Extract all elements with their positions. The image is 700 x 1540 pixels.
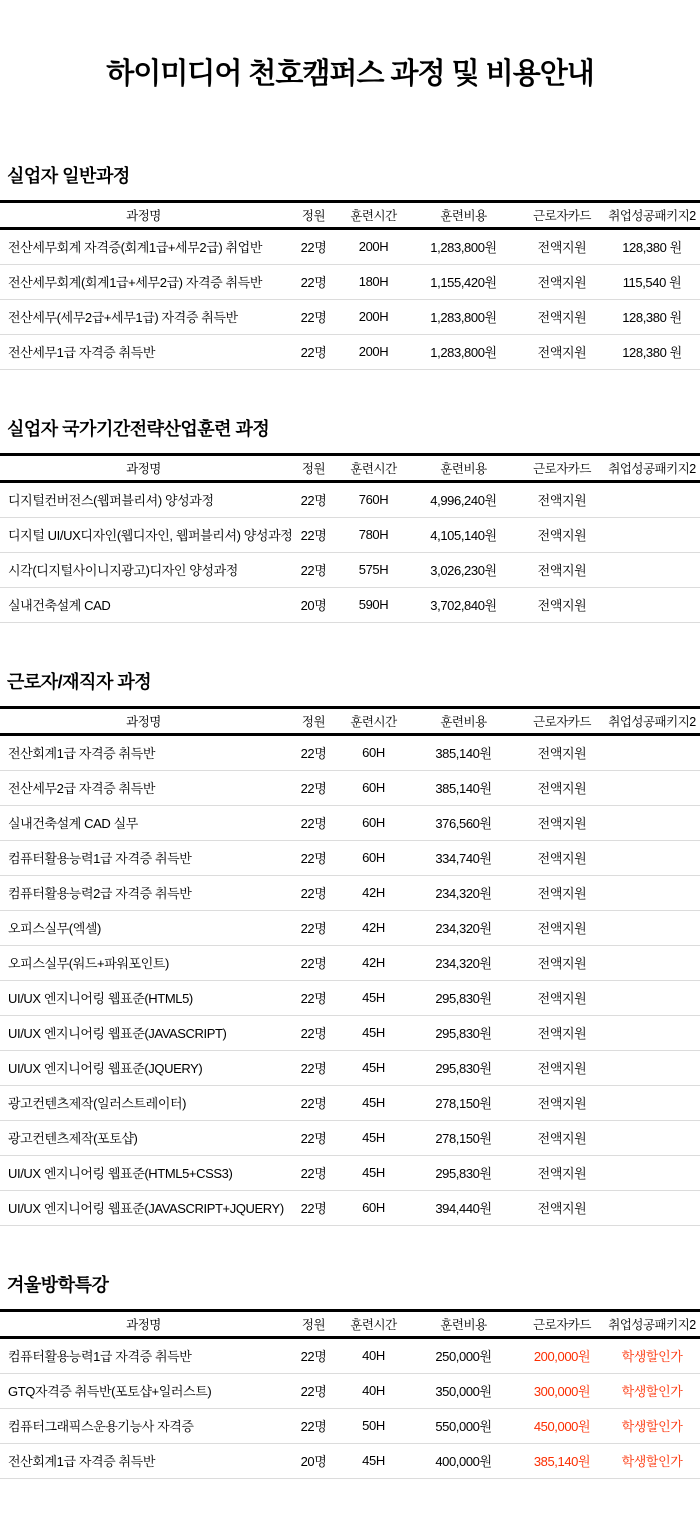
cell-hours: 45H bbox=[340, 1155, 407, 1190]
cell-cost: 3,702,840원 bbox=[407, 587, 520, 622]
cell-course-name: 광고컨텐츠제작(포토샵) bbox=[0, 1120, 287, 1155]
cell-package bbox=[604, 587, 700, 622]
cell-capacity: 22명 bbox=[287, 1155, 340, 1190]
column-header-package: 취업성공패키지2 bbox=[604, 1310, 700, 1337]
cell-cost: 376,560원 bbox=[407, 805, 520, 840]
cell-hours: 60H bbox=[340, 734, 407, 770]
cell-worker-card: 전액지원 bbox=[520, 875, 604, 910]
cell-worker-card: 200,000원 bbox=[520, 1337, 604, 1373]
cell-package bbox=[604, 552, 700, 587]
cell-hours: 45H bbox=[340, 1120, 407, 1155]
cell-cost: 385,140원 bbox=[407, 770, 520, 805]
cell-worker-card: 450,000원 bbox=[520, 1408, 604, 1443]
cell-package bbox=[604, 770, 700, 805]
table-row bbox=[0, 481, 700, 517]
table-row bbox=[0, 1050, 700, 1085]
cell-capacity: 22명 bbox=[287, 1015, 340, 1050]
column-header-hours: 훈련시간 bbox=[340, 201, 407, 228]
table-row bbox=[0, 734, 700, 770]
cell-capacity: 22명 bbox=[287, 1190, 340, 1225]
cell-capacity: 22명 bbox=[287, 299, 340, 334]
cell-capacity: 22명 bbox=[287, 770, 340, 805]
cell-cost: 278,150원 bbox=[407, 1085, 520, 1120]
column-header-package: 취업성공패키지2 bbox=[604, 201, 700, 228]
cell-cost: 250,000원 bbox=[407, 1337, 520, 1373]
cell-worker-card: 385,140원 bbox=[520, 1443, 604, 1478]
cell-hours: 42H bbox=[340, 875, 407, 910]
course-table bbox=[0, 1309, 700, 1479]
cell-worker-card: 전액지원 bbox=[520, 840, 604, 875]
column-header-cost: 훈련비용 bbox=[407, 201, 520, 228]
cell-course-name: 디지털컨버전스(웹퍼블리셔) 양성과정 bbox=[0, 481, 287, 517]
cell-cost: 394,440원 bbox=[407, 1190, 520, 1225]
header-row bbox=[0, 1310, 700, 1337]
cell-course-name: 컴퓨터활용능력1급 자격증 취득반 bbox=[0, 1337, 287, 1373]
section-heading: 겨울방학특강 bbox=[7, 1274, 109, 1295]
cell-cost: 334,740원 bbox=[407, 840, 520, 875]
table-row bbox=[0, 1190, 700, 1225]
cell-course-name: 전산세무회계 자격증(회계1급+세무2급) 취업반 bbox=[0, 228, 287, 264]
course-table bbox=[0, 706, 700, 1226]
table-row bbox=[0, 980, 700, 1015]
cell-package bbox=[604, 910, 700, 945]
column-header-course-name: 과정명 bbox=[0, 201, 287, 228]
cell-course-name: UI/UX 엔지니어링 웹표준(JAVASCRIPT+JQUERY) bbox=[0, 1190, 287, 1225]
table-row bbox=[0, 334, 700, 369]
cell-package: 115,540 원 bbox=[604, 264, 700, 299]
cell-worker-card: 전액지원 bbox=[520, 334, 604, 369]
table-row bbox=[0, 910, 700, 945]
cell-course-name: 디지털 UI/UX디자인(웹디자인, 웹퍼블리셔) 양성과정 bbox=[0, 517, 287, 552]
cell-worker-card: 전액지원 bbox=[520, 910, 604, 945]
cell-worker-card: 전액지원 bbox=[520, 1190, 604, 1225]
column-header-course-name: 과정명 bbox=[0, 707, 287, 734]
cell-course-name: UI/UX 엔지니어링 웹표준(JAVASCRIPT) bbox=[0, 1015, 287, 1050]
cell-course-name: 실내건축설계 CAD 실무 bbox=[0, 805, 287, 840]
table-row bbox=[0, 1373, 700, 1408]
cell-capacity: 22명 bbox=[287, 1085, 340, 1120]
cell-hours: 590H bbox=[340, 587, 407, 622]
cell-course-name: 컴퓨터그래픽스운용기능사 자격증 bbox=[0, 1408, 287, 1443]
column-header-capacity: 정원 bbox=[287, 707, 340, 734]
cell-worker-card: 전액지원 bbox=[520, 770, 604, 805]
table-row bbox=[0, 264, 700, 299]
header-row bbox=[0, 707, 700, 734]
column-header-package: 취업성공패키지2 bbox=[604, 707, 700, 734]
cell-capacity: 22명 bbox=[287, 875, 340, 910]
table-row bbox=[0, 840, 700, 875]
cell-course-name: 전산세무2급 자격증 취득반 bbox=[0, 770, 287, 805]
column-header-worker-card: 근로자카드 bbox=[520, 707, 604, 734]
table-row bbox=[0, 770, 700, 805]
cell-cost: 234,320원 bbox=[407, 945, 520, 980]
page-title: 하이미디어 천호캠퍼스 과정 및 비용안내 bbox=[106, 58, 594, 90]
cell-course-name: 오피스실무(엑셀) bbox=[0, 910, 287, 945]
cell-course-name: 시각(디지털사이니지광고)디자인 양성과정 bbox=[0, 552, 287, 587]
cell-hours: 575H bbox=[340, 552, 407, 587]
cell-package: 128,380 원 bbox=[604, 334, 700, 369]
column-header-hours: 훈련시간 bbox=[340, 707, 407, 734]
cell-hours: 60H bbox=[340, 770, 407, 805]
cell-hours: 42H bbox=[340, 945, 407, 980]
cell-worker-card: 전액지원 bbox=[520, 299, 604, 334]
cell-capacity: 22명 bbox=[287, 228, 340, 264]
cell-package bbox=[604, 1190, 700, 1225]
table-row bbox=[0, 1408, 700, 1443]
cell-course-name: 컴퓨터활용능력1급 자격증 취득반 bbox=[0, 840, 287, 875]
cell-package bbox=[604, 805, 700, 840]
cell-course-name: 실내건축설계 CAD bbox=[0, 587, 287, 622]
cell-capacity: 22명 bbox=[287, 945, 340, 980]
cell-hours: 45H bbox=[340, 1443, 407, 1478]
cell-capacity: 22명 bbox=[287, 481, 340, 517]
cell-hours: 40H bbox=[340, 1373, 407, 1408]
cell-course-name: UI/UX 엔지니어링 웹표준(JQUERY) bbox=[0, 1050, 287, 1085]
cell-hours: 200H bbox=[340, 299, 407, 334]
cell-hours: 60H bbox=[340, 1190, 407, 1225]
cell-course-name: 컴퓨터활용능력2급 자격증 취득반 bbox=[0, 875, 287, 910]
cell-hours: 45H bbox=[340, 1015, 407, 1050]
cell-package: 학생할인가 bbox=[604, 1373, 700, 1408]
cell-capacity: 22명 bbox=[287, 517, 340, 552]
cell-cost: 278,150원 bbox=[407, 1120, 520, 1155]
cell-package bbox=[604, 945, 700, 980]
cell-package bbox=[604, 734, 700, 770]
cell-package bbox=[604, 1155, 700, 1190]
cell-package bbox=[604, 517, 700, 552]
cell-capacity: 22명 bbox=[287, 1337, 340, 1373]
table-row bbox=[0, 1337, 700, 1373]
cell-capacity: 22명 bbox=[287, 1120, 340, 1155]
cell-worker-card: 전액지원 bbox=[520, 805, 604, 840]
column-header-worker-card: 근로자카드 bbox=[520, 201, 604, 228]
cell-capacity: 22명 bbox=[287, 910, 340, 945]
cell-cost: 1,283,800원 bbox=[407, 299, 520, 334]
column-header-worker-card: 근로자카드 bbox=[520, 454, 604, 481]
cell-package bbox=[604, 875, 700, 910]
cell-course-name: UI/UX 엔지니어링 웹표준(HTML5+CSS3) bbox=[0, 1155, 287, 1190]
column-header-capacity: 정원 bbox=[287, 454, 340, 481]
cell-cost: 4,996,240원 bbox=[407, 481, 520, 517]
cell-cost: 550,000원 bbox=[407, 1408, 520, 1443]
cell-worker-card: 300,000원 bbox=[520, 1373, 604, 1408]
cell-cost: 3,026,230원 bbox=[407, 552, 520, 587]
column-header-cost: 훈련비용 bbox=[407, 1310, 520, 1337]
column-header-cost: 훈련비용 bbox=[407, 707, 520, 734]
section-heading: 실업자 일반과정 bbox=[7, 165, 130, 186]
header-row bbox=[0, 201, 700, 228]
cell-course-name: 전산회계1급 자격증 취득반 bbox=[0, 734, 287, 770]
cell-hours: 45H bbox=[340, 980, 407, 1015]
section-heading: 실업자 국가기간전략산업훈련 과정 bbox=[7, 418, 270, 439]
cell-worker-card: 전액지원 bbox=[520, 264, 604, 299]
cell-worker-card: 전액지원 bbox=[520, 552, 604, 587]
table-row bbox=[0, 552, 700, 587]
cell-package: 학생할인가 bbox=[604, 1443, 700, 1478]
cell-course-name: 전산회계1급 자격증 취득반 bbox=[0, 1443, 287, 1478]
cell-package: 128,380 원 bbox=[604, 228, 700, 264]
cell-course-name: UI/UX 엔지니어링 웹표준(HTML5) bbox=[0, 980, 287, 1015]
table-row bbox=[0, 1085, 700, 1120]
column-header-hours: 훈련시간 bbox=[340, 1310, 407, 1337]
cell-hours: 50H bbox=[340, 1408, 407, 1443]
cell-hours: 40H bbox=[340, 1337, 407, 1373]
cell-package bbox=[604, 980, 700, 1015]
cell-capacity: 20명 bbox=[287, 587, 340, 622]
cell-worker-card: 전액지원 bbox=[520, 228, 604, 264]
column-header-capacity: 정원 bbox=[287, 1310, 340, 1337]
table-row bbox=[0, 1443, 700, 1478]
cell-package bbox=[604, 1050, 700, 1085]
table-row bbox=[0, 875, 700, 910]
cell-capacity: 22명 bbox=[287, 334, 340, 369]
cell-worker-card: 전액지원 bbox=[520, 1120, 604, 1155]
cell-worker-card: 전액지원 bbox=[520, 1015, 604, 1050]
table-row bbox=[0, 299, 700, 334]
cell-cost: 234,320원 bbox=[407, 875, 520, 910]
cell-cost: 295,830원 bbox=[407, 1050, 520, 1085]
cell-package bbox=[604, 1015, 700, 1050]
cell-worker-card: 전액지원 bbox=[520, 481, 604, 517]
cell-cost: 350,000원 bbox=[407, 1373, 520, 1408]
cell-package bbox=[604, 1120, 700, 1155]
column-header-package: 취업성공패키지2 bbox=[604, 454, 700, 481]
cell-capacity: 22명 bbox=[287, 805, 340, 840]
cell-capacity: 22명 bbox=[287, 552, 340, 587]
cell-package: 학생할인가 bbox=[604, 1408, 700, 1443]
course-section bbox=[0, 415, 700, 623]
cell-cost: 295,830원 bbox=[407, 980, 520, 1015]
cell-course-name: GTQ자격증 취득반(포토샵+일러스트) bbox=[0, 1373, 287, 1408]
cell-worker-card: 전액지원 bbox=[520, 1155, 604, 1190]
cell-capacity: 22명 bbox=[287, 980, 340, 1015]
course-section bbox=[0, 668, 700, 1226]
cell-hours: 45H bbox=[340, 1050, 407, 1085]
cell-hours: 180H bbox=[340, 264, 407, 299]
cell-hours: 60H bbox=[340, 840, 407, 875]
section-heading: 근로자/재직자 과정 bbox=[7, 671, 152, 692]
cell-capacity: 20명 bbox=[287, 1443, 340, 1478]
cell-course-name: 전산세무(세무2급+세무1급) 자격증 취득반 bbox=[0, 299, 287, 334]
table-row bbox=[0, 1015, 700, 1050]
header-row bbox=[0, 454, 700, 481]
cell-worker-card: 전액지원 bbox=[520, 980, 604, 1015]
cell-cost: 295,830원 bbox=[407, 1015, 520, 1050]
cell-package bbox=[604, 1085, 700, 1120]
table-row bbox=[0, 517, 700, 552]
course-table bbox=[0, 453, 700, 623]
cell-course-name: 오피스실무(워드+파워포인트) bbox=[0, 945, 287, 980]
cell-cost: 295,830원 bbox=[407, 1155, 520, 1190]
cell-hours: 200H bbox=[340, 334, 407, 369]
column-header-course-name: 과정명 bbox=[0, 1310, 287, 1337]
cell-worker-card: 전액지원 bbox=[520, 734, 604, 770]
cell-package bbox=[604, 840, 700, 875]
table-row bbox=[0, 228, 700, 264]
cell-cost: 400,000원 bbox=[407, 1443, 520, 1478]
cell-worker-card: 전액지원 bbox=[520, 1050, 604, 1085]
cell-course-name: 전산세무1급 자격증 취득반 bbox=[0, 334, 287, 369]
table-row bbox=[0, 1155, 700, 1190]
column-header-cost: 훈련비용 bbox=[407, 454, 520, 481]
cell-cost: 1,283,800원 bbox=[407, 228, 520, 264]
cell-capacity: 22명 bbox=[287, 1050, 340, 1085]
column-header-hours: 훈련시간 bbox=[340, 454, 407, 481]
cell-capacity: 22명 bbox=[287, 734, 340, 770]
cell-course-name: 전산세무회계(회계1급+세무2급) 자격증 취득반 bbox=[0, 264, 287, 299]
table-row bbox=[0, 945, 700, 980]
column-header-worker-card: 근로자카드 bbox=[520, 1310, 604, 1337]
cell-package: 학생할인가 bbox=[604, 1337, 700, 1373]
cell-capacity: 22명 bbox=[287, 264, 340, 299]
cell-hours: 45H bbox=[340, 1085, 407, 1120]
cell-hours: 200H bbox=[340, 228, 407, 264]
cell-capacity: 22명 bbox=[287, 1373, 340, 1408]
cell-hours: 780H bbox=[340, 517, 407, 552]
cell-capacity: 22명 bbox=[287, 840, 340, 875]
cell-hours: 60H bbox=[340, 805, 407, 840]
cell-cost: 4,105,140원 bbox=[407, 517, 520, 552]
cell-cost: 385,140원 bbox=[407, 734, 520, 770]
table-row bbox=[0, 805, 700, 840]
cell-hours: 42H bbox=[340, 910, 407, 945]
course-section bbox=[0, 1271, 700, 1479]
cell-worker-card: 전액지원 bbox=[520, 587, 604, 622]
course-table bbox=[0, 200, 700, 370]
cell-worker-card: 전액지원 bbox=[520, 945, 604, 980]
table-row bbox=[0, 1120, 700, 1155]
column-header-course-name: 과정명 bbox=[0, 454, 287, 481]
cell-cost: 1,155,420원 bbox=[407, 264, 520, 299]
cell-package: 128,380 원 bbox=[604, 299, 700, 334]
sections bbox=[0, 162, 700, 1479]
column-header-capacity: 정원 bbox=[287, 201, 340, 228]
cell-course-name: 광고컨텐츠제작(일러스트레이터) bbox=[0, 1085, 287, 1120]
table-row bbox=[0, 587, 700, 622]
cell-cost: 1,283,800원 bbox=[407, 334, 520, 369]
cell-cost: 234,320원 bbox=[407, 910, 520, 945]
cell-worker-card: 전액지원 bbox=[520, 517, 604, 552]
cell-package bbox=[604, 481, 700, 517]
cell-capacity: 22명 bbox=[287, 1408, 340, 1443]
course-section bbox=[0, 162, 700, 370]
cell-hours: 760H bbox=[340, 481, 407, 517]
cell-worker-card: 전액지원 bbox=[520, 1085, 604, 1120]
